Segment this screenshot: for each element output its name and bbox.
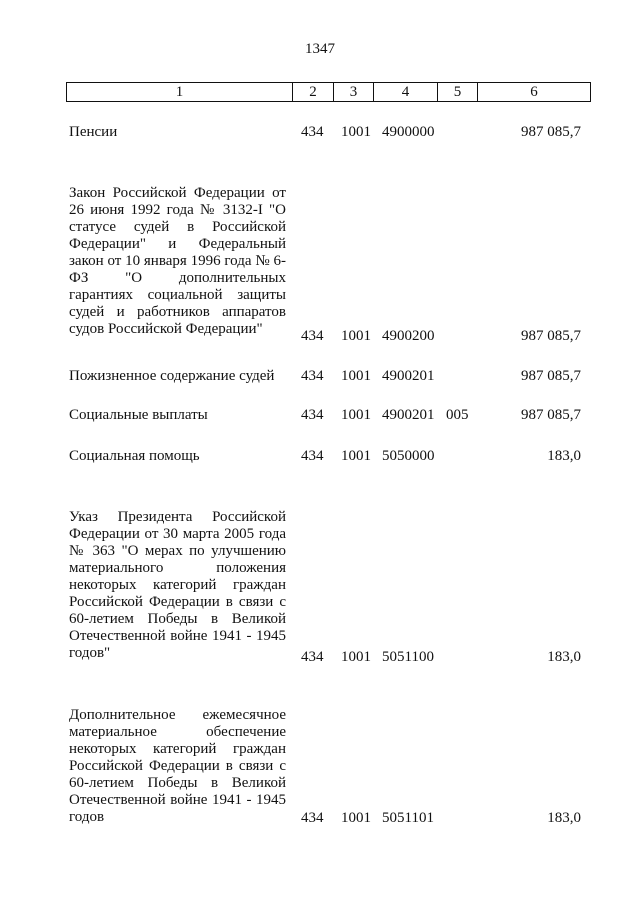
row-col-2: 434 [301, 649, 324, 665]
row-col-6: 183,0 [547, 810, 581, 826]
row-name: Дополнительное ежемесячное материальное обеспечение некоторых категорий граждан Российской Федерации в связи с 60-летием Победы в Великой Отечественной войне 1941 - 1945 годов [69, 707, 286, 825]
row-col-6: 987 085,7 [521, 124, 581, 140]
row-col-2: 434 [301, 448, 324, 464]
column-header-3: 3 [334, 83, 374, 102]
row-col-4: 4900000 [382, 124, 435, 140]
row-col-6: 183,0 [547, 448, 581, 464]
row-col-3: 1001 [341, 124, 371, 140]
column-header-4: 4 [374, 83, 438, 102]
row-col-2: 434 [301, 124, 324, 140]
row-col-3: 1001 [341, 448, 371, 464]
row-col-5: 005 [446, 407, 469, 423]
row-col-4: 4900201 [382, 407, 435, 423]
row-name: Пенсии [69, 124, 118, 140]
row-name: Указ Президента Российской Федерации от 30 марта 2005 года № 363 "О мерах по улучшению материального положения некоторых категорий граждан Российской Федерации в связи с 60-летием Победы в Великой Отечественной войне 1941 - 1945 годов" [69, 509, 286, 661]
row-col-2: 434 [301, 407, 324, 423]
row-col-3: 1001 [341, 407, 371, 423]
row-col-6: 987 085,7 [521, 328, 581, 344]
row-col-4: 4900201 [382, 368, 435, 384]
column-header-6: 6 [478, 83, 591, 102]
row-col-2: 434 [301, 368, 324, 384]
row-col-4: 5051101 [382, 810, 434, 826]
row-col-3: 1001 [341, 368, 371, 384]
column-header-1: 1 [67, 83, 293, 102]
row-col-3: 1001 [341, 328, 371, 344]
column-header-2: 2 [293, 83, 334, 102]
column-header-table [66, 82, 591, 102]
row-name: Закон Российской Федерации от 26 июня 1992 года № 3132-I "О статусе судей в Российской Федерации" и Федеральный закон от 10 января 1996 года № 6-ФЗ "О дополнительных гарантиях социальной защиты судей и работников аппаратов судов Российской Федерации" [69, 185, 286, 337]
row-col-2: 434 [301, 328, 324, 344]
row-col-3: 1001 [341, 649, 371, 665]
row-col-6: 987 085,7 [521, 368, 581, 384]
row-name: Социальные выплаты [69, 407, 208, 423]
row-col-4: 5051100 [382, 649, 434, 665]
row-col-6: 987 085,7 [521, 407, 581, 423]
column-header-row [67, 83, 591, 102]
row-col-4: 4900200 [382, 328, 435, 344]
row-col-6: 183,0 [547, 649, 581, 665]
row-name: Пожизненное содержание судей [69, 368, 275, 384]
row-name: Социальная помощь [69, 448, 200, 464]
page-number: 1347 [305, 41, 335, 57]
row-col-2: 434 [301, 810, 324, 826]
column-header-5: 5 [438, 83, 478, 102]
row-col-4: 5050000 [382, 448, 435, 464]
row-col-3: 1001 [341, 810, 371, 826]
